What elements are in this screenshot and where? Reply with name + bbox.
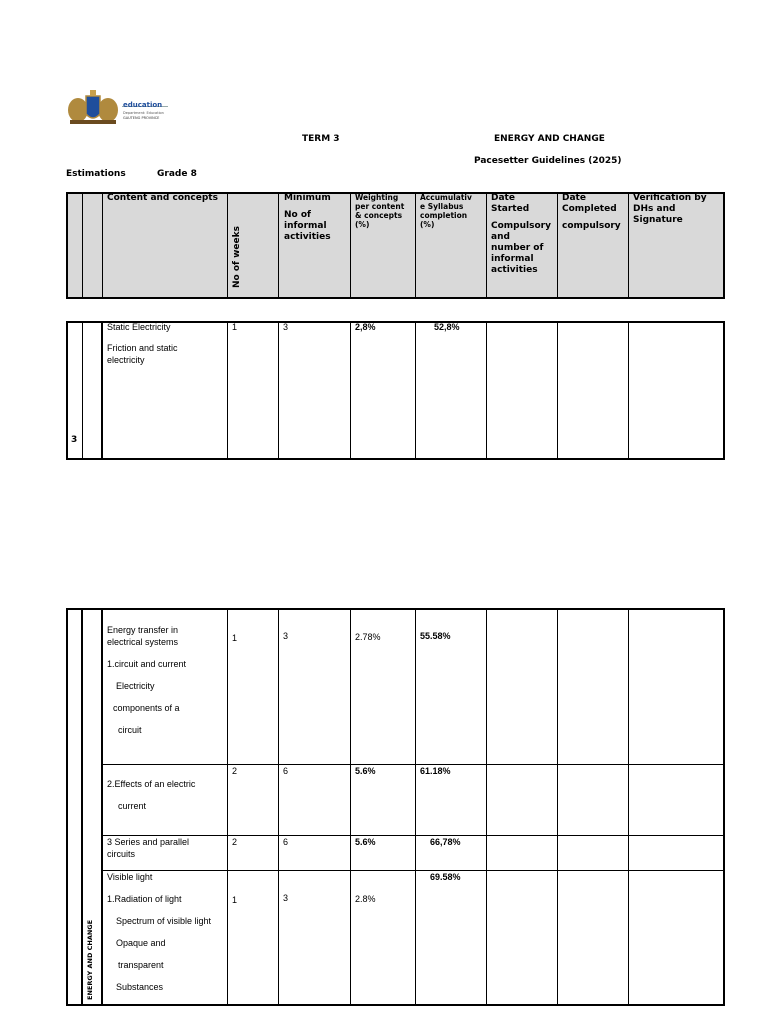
col-verification-header: Verification by DHs and Signature (633, 193, 707, 225)
static-electricity-table (66, 321, 725, 461)
row2-activities: 6 (283, 766, 289, 776)
row4-activities: 3 (283, 893, 289, 903)
col-weeks-header: No of weeks (232, 226, 242, 288)
strand-heading: ENERGY AND CHANGE (494, 134, 605, 144)
row2-weeks: 2 (232, 766, 238, 776)
row2-weighting: 5.6% (355, 766, 376, 776)
row3-weeks: 2 (232, 837, 238, 847)
row1-weeks: 1 (232, 633, 238, 643)
logo-text: education (123, 101, 163, 109)
weighting-value: 2,8% (355, 322, 376, 332)
subtopic-friction: Friction and static electricity (107, 343, 178, 365)
row-energy-transfer-content: Energy transfer in electrical systems 1.circuit and current Electricity components of a circuit (107, 625, 187, 735)
row2-accum: 61.18% (420, 766, 451, 776)
row-series-parallel-content: 3 Series and parallel circuits (107, 837, 190, 859)
logo-subtext: Department: Education (123, 111, 164, 115)
header-table (66, 192, 725, 299)
col-minimum-header: Minimum No of informal activities (284, 193, 331, 242)
col-accum-header: Accumulativ e Syllabus completion (%) (420, 193, 472, 229)
row4-weighting: 2.8% (355, 894, 376, 904)
grade-label: Grade 8 (157, 169, 197, 179)
col-weighting-header: Weighting per content & concepts (%) (355, 193, 405, 229)
subject-label: Estimations (66, 169, 126, 179)
col-content-header: Content and concepts (107, 193, 218, 203)
topic-static-electricity: Static Electricity (107, 322, 171, 332)
accum-value: 52,8% (434, 322, 460, 332)
row1-activities: 3 (283, 631, 289, 641)
row3-accum: 66,78% (430, 837, 461, 847)
logo-subtext-province: GAUTENG PROVINCE (123, 116, 160, 120)
row3-activities: 6 (283, 837, 289, 847)
row1-accum: 55.58% (420, 631, 451, 641)
col-date-completed-header: Date Completed compulsory (562, 193, 621, 231)
col-date-started-header: Date Started Compulsory and number of informal activities (491, 193, 551, 275)
row3-weighting: 5.6% (355, 837, 376, 847)
strand-side-label: ENERGY AND CHANGE (86, 919, 94, 1000)
term-heading: TERM 3 (302, 134, 340, 144)
gauteng-education-logo (66, 88, 170, 126)
row4-accum: 69.58% (430, 872, 461, 882)
row1-weighting: 2.78% (355, 632, 381, 642)
row4-weeks: 1 (232, 895, 238, 905)
row-visible-light-content: Visible light 1.Radiation of light Spectrum of visible light Opaque and transparent Substances (107, 872, 212, 992)
energy-change-table (66, 608, 725, 1006)
weeks-value: 1 (232, 322, 238, 332)
guidelines-heading: Pacesetter Guidelines (2025) (474, 156, 622, 166)
week-number: 3 (71, 435, 78, 445)
activities-value: 3 (283, 322, 289, 332)
row-effects-content: 2.Effects of an electric current (107, 779, 196, 811)
